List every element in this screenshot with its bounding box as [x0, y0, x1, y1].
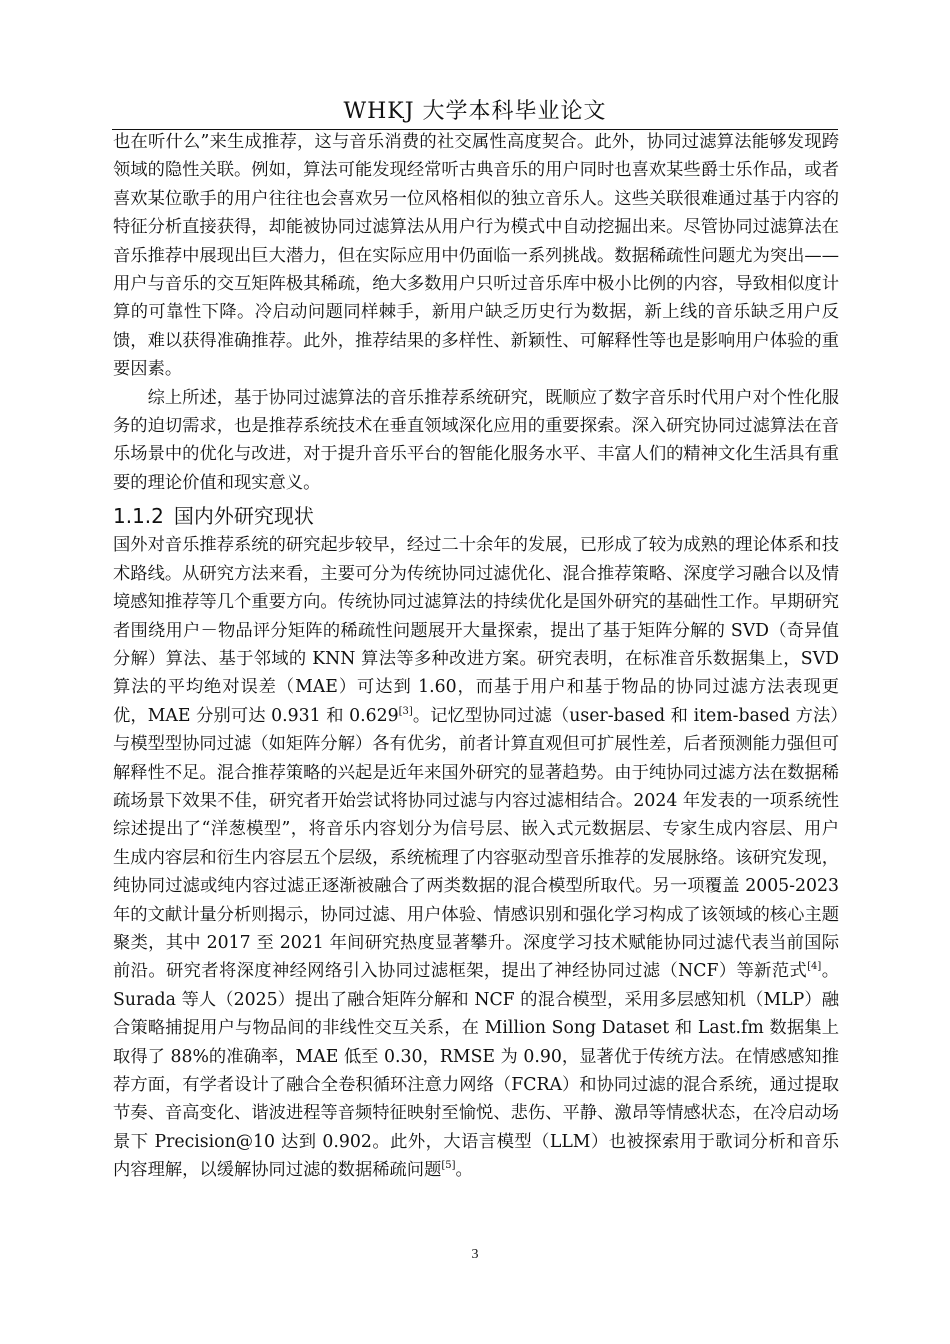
section-number: 1.1.2 [113, 504, 164, 529]
citation-3: [3] [398, 705, 413, 717]
paragraph-text-segment: 。记忆型协同过滤（user-based 和 item-based 方法）与模型型协同过滤（如矩阵分解）各有优劣，前者计算直观但可扩展性差，后者预测能力强但可解释性不足。混合推荐策略的兴起是近年来国外研究的显著趋势。由于纯协同过滤方法在数据稀疏场景下效果不佳，研究者开始尝试将协同过滤与内容过滤相结合。2024 年发表的一项系统性综述提出了“洋葱模型”，将音乐内容划分为信号层、嵌入式元数据层、专家生成内容层、用户生成内容层和衍生内容层五个层级，系统梳理了内容驱动型音乐推荐的发展脉络。该研究发现，纯协同过滤或纯内容过滤正逐渐被融合了两类数据的混合模型所取代。另一项覆盖 2005-2023 年的文献计量分析则揭示，协同过滤、用户体验、情感识别和强化学习构成了该领域的核心主题聚类，其中 2017 至 2021 年间研究热度显著攀升。深度学习技术赋能协同过滤代表当前国际前沿。研究者将深度神经网络引入协同过滤框架，提出了神经协同过滤（NCF）等新范式 [113, 705, 839, 982]
paragraph-summary: 综上所述，基于协同过滤算法的音乐推荐系统研究，既顺应了数字音乐时代用户对个性化服务的迫切需求，也是推荐系统技术在垂直领域深化应用的重要探索。深入研究协同过滤算法在音乐场景中的优化与改进，对于提升音乐平台的智能化服务水平、丰富人们的精神文化生活具有重要的理论价值和现实意义。 [113, 387, 839, 493]
section-heading [113, 501, 839, 531]
paragraph-text-segment: 。 [455, 1160, 473, 1181]
citation-5: [5] [441, 1160, 456, 1172]
section-title: 国内外研究现状 [173, 504, 314, 529]
citation-4: [4] [807, 961, 822, 973]
running-header: WHKJ 大学本科毕业论文 [343, 99, 607, 124]
paragraph-text-segment: 国外对音乐推荐系统的研究起步较早，经过二十余年的发展，已形成了较为成熟的理论体系和技术路线。从研究方法来看，主要可分为传统协同过滤优化、混合推荐策略、深度学习融合以及情境感知推荐等几个重要方向。传统协同过滤算法的持续优化是国外研究的基础性工作。早期研究者围绕用户－物品评分矩阵的稀疏性问题展开大量探索，提出了基于矩阵分解的 SVD（奇异值分解）算法、基于邻域的 KNN 算法等多种改进方案。研究表明，在标准音乐数据集上，SVD 算法的平均绝对误差（MAE）可达到 1.60，而基于用户和基于物品的协同过滤方法表现更优，MAE 分别可达 0.931 和 0.629 [113, 535, 839, 726]
page-number: 3 [471, 1247, 479, 1262]
paragraph-text-segment: 。Surada 等人（2025）提出了融合矩阵分解和 NCF 的混合模型，采用多层感知机（MLP）融合策略捕捉用户与物品间的非线性交互关系，在 Million Song Dataset 和 Last.fm 数据集上取得了 88%的准确率，MAE 低至 0.30，RMSE 为 0.90，显著优于传统方法。在情感感知推荐方面，有学者设计了融合全卷积循环注意力网络（FCRA）和协同过滤的混合系统，通过提取节奏、音高变化、谐波进程等音频特征映射至愉悦、悲伤、平静、激昂等情感状态，在冷启动场景下 Precision@10 达到 0.902。此外，大语言模型（LLM）也被探索用于歌词分析和音乐内容理解，以缓解协同过滤的数据稀疏问题 [113, 961, 839, 1181]
paragraph-research-status [113, 531, 839, 1184]
paragraph-continued: 也在听什么”来生成推荐，这与音乐消费的社交属性高度契合。此外，协同过滤算法能够发现跨领域的隐性关联。例如，算法可能发现经常听古典音乐的用户同时也喜欢某些爵士乐作品，或者喜欢某位歌手的用户往往也会喜欢另一位风格相似的独立音乐人。这些关联很难通过基于内容的特征分析直接获得，却能被协同过滤算法从用户行为模式中自动挖掘出来。尽管协同过滤算法在音乐推荐中展现出巨大潜力，但在实际应用中仍面临一系列挑战。数据稀疏性问题尤为突出——用户与音乐的交互矩阵极其稀疏，绝大多数用户只听过音乐库中极小比例的内容，导致相似度计算的可靠性下降。冷启动问题同样棘手，新用户缺乏历史行为数据，新上线的音乐缺乏用户反馈，难以获得准确推荐。此外，推荐结果的多样性、新颖性、可解释性等也是影响用户体验的重要因素。 [113, 132, 839, 380]
body-text [113, 128, 839, 1185]
